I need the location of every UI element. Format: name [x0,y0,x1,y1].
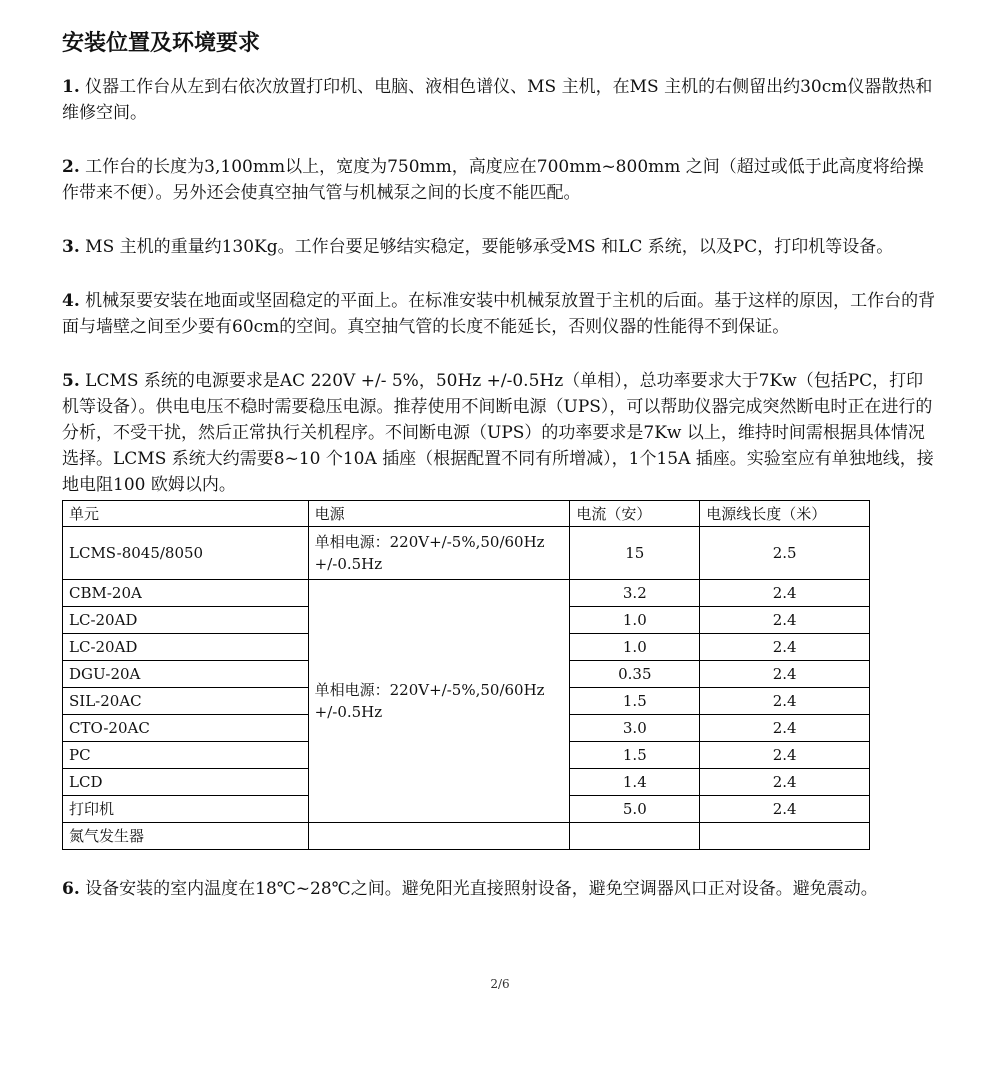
header-power: 电源 [308,501,570,527]
cell-length: 2.4 [700,796,870,823]
cell-current: 1.5 [570,688,700,715]
paragraph-text: MS 主机的重量约130Kg。工作台要足够结实稳定，要能够承受MS 和LC 系统，以及PC，打印机等设备。 [85,237,894,257]
table-row [63,823,870,850]
document-page [62,28,940,902]
header-unit: 单元 [63,501,309,527]
power-table [62,500,870,850]
paragraph-number: 4. [62,291,80,311]
cell-current: 1.4 [570,769,700,796]
table-row [63,580,870,607]
paragraph-number: 6. [62,879,80,899]
cell-length: 2.4 [700,634,870,661]
paragraph-3 [62,234,940,260]
paragraph-number: 2. [62,157,80,177]
cell-unit: LC-20AD [63,634,309,661]
cell-length: 2.4 [700,715,870,742]
cell-current: 5.0 [570,796,700,823]
cell-current: 0.35 [570,661,700,688]
cell-current: 3.2 [570,580,700,607]
section-title: 安装位置及环境要求 [62,31,261,56]
paragraph-list [62,74,940,498]
paragraph-number: 5. [62,371,80,391]
paragraph-text: 工作台的长度为3,100mm以上，宽度为750mm，高度应在700mm~800mm 之间（超过或低于此高度将给操作带来不便）。另外还会使真空抽气管与机械泵之间的长度不能匹配。 [62,157,924,203]
cell-current: 3.0 [570,715,700,742]
paragraph-text: LCMS 系统的电源要求是AC 220V +/- 5%，50Hz +/-0.5Hz（单相），总功率要求大于7Kw（包括PC，打印机等设备）。供电电压不稳时需要稳压电源。推荐使用不间断电源（UPS），可以帮助仪器完成突然断电时正在进行的分析，不受干扰，然后正常执行关机程序。不间断电源（UPS）的功率要求是7Kw 以上，维持时间需根据具体情况选择。LCMS 系统大约需要8~10 个10A 插座（根据配置不同有所增减），1个15A 插座。实验室应有单独地线，接地电阻100 欧姆以内。 [62,371,934,495]
cell-unit: SIL-20AC [63,688,309,715]
paragraph-number: 3. [62,237,80,257]
cell-unit: DGU-20A [63,661,309,688]
page-number: 2/6 [490,977,510,991]
paragraph-4 [62,288,940,340]
cell-unit: CTO-20AC [63,715,309,742]
paragraph-text: 仪器工作台从左到右依次放置打印机、电脑、液相色谱仪、MS 主机，在MS 主机的右侧留出约30cm仪器散热和维修空间。 [62,77,933,123]
cell-current: 1.0 [570,634,700,661]
cell-unit: CBM-20A [63,580,309,607]
cell-unit: 打印机 [63,796,309,823]
paragraph-number: 1. [62,77,80,97]
header-length: 电源线长度（米） [700,501,870,527]
cell-length: 2.4 [700,742,870,769]
cell-power-merged: 单相电源：220V+/-5%,50/60Hz +/-0.5Hz [308,580,570,823]
cell-unit: LCMS-8045/8050 [63,527,309,580]
table-row [63,527,870,580]
cell-power: 单相电源：220V+/-5%,50/60Hz +/-0.5Hz [308,527,570,580]
cell-current: 1.5 [570,742,700,769]
paragraph-text: 设备安装的室内温度在18℃~28℃之间。避免阳光直接照射设备，避免空调器风口正对设备。避免震动。 [85,879,878,899]
cell-length: 2.4 [700,661,870,688]
cell-current [570,823,700,850]
cell-unit: LC-20AD [63,607,309,634]
cell-unit: PC [63,742,309,769]
table-header-row [63,501,870,527]
paragraph-6 [62,876,940,902]
cell-unit: 氮气发生器 [63,823,309,850]
cell-current: 15 [570,527,700,580]
paragraph-2 [62,154,940,206]
cell-length: 2.4 [700,607,870,634]
paragraph-5 [62,368,940,498]
header-current: 电流（安） [570,501,700,527]
cell-length: 2.4 [700,769,870,796]
cell-length: 2.4 [700,580,870,607]
cell-length: 2.5 [700,527,870,580]
cell-length: 2.4 [700,688,870,715]
cell-length [700,823,870,850]
cell-current: 1.0 [570,607,700,634]
paragraph-text: 机械泵要安装在地面或坚固稳定的平面上。在标准安装中机械泵放置于主机的后面。基于这样的原因，工作台的背面与墙壁之间至少要有60cm的空间。真空抽气管的长度不能延长，否则仪器的性能得不到保证。 [62,291,936,337]
cell-power [308,823,570,850]
cell-unit: LCD [63,769,309,796]
paragraph-1 [62,74,940,126]
